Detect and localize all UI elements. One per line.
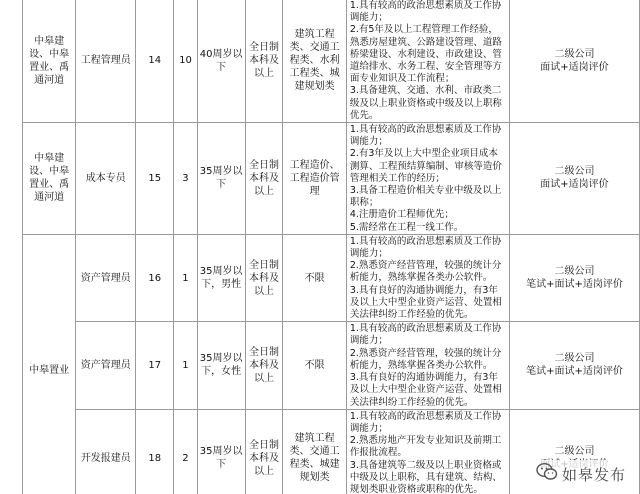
position-cell: 资产管理员 (76, 234, 136, 321)
method-cell: 二级公司 笔试+面试+适岗评价 (509, 234, 639, 321)
recruitment-table (22, 0, 640, 494)
table-row (23, 322, 640, 409)
table-row (23, 234, 640, 321)
age-cell: 35周岁以下 (197, 409, 245, 494)
code-cell: 18 (136, 409, 174, 494)
requirement-line: 5.需经常在工程一线工作。 (349, 221, 464, 233)
education-cell: 全日制本科及以上 (245, 123, 283, 235)
age-cell: 40周岁以下 (197, 0, 245, 123)
education-cell: 全日制本科及以上 (245, 322, 283, 409)
code-cell: 17 (136, 322, 174, 409)
major-cell: 建筑工程类、交通工程类、水利工程类、城建规划类 (283, 0, 346, 123)
method-cell: 二级公司 (509, 409, 639, 494)
requirement-line: 3.具备工程造价相关专业中级及以上职称； (349, 185, 502, 209)
requirement-line: 1.具有较高的政治思想素质及工作协调能力； (349, 410, 502, 434)
count-cell: 1 (174, 322, 197, 409)
requirement-line: 4.注册造价工程师优先； (349, 209, 454, 221)
requirement-line: 3.具有良好的沟通协调能力，有3年及以上大中型企业资产运营、处置相关法律纠纷工作经验的优先。 (349, 372, 502, 408)
age-cell: 35周岁以下，男性 (197, 234, 245, 321)
requirement-line: 1.具有较高的政治思想素质及工作协调能力； (349, 235, 502, 260)
requirements-cell (346, 234, 509, 321)
watermark-text: 如皋发布 (561, 465, 626, 484)
requirements-cell (346, 0, 509, 123)
wechat-icon (536, 462, 558, 486)
code-cell: 16 (136, 234, 174, 321)
requirement-line: 1.具有较高的政治思想素质及工作协调能力； (349, 124, 502, 148)
major-cell: 不限 (283, 322, 346, 409)
sheet-margin (0, 0, 22, 494)
count-cell: 2 (174, 409, 197, 494)
method-cell: 二级公司 笔试+面试+适岗评价 (509, 322, 639, 409)
unit-cell: 中皋建设、中皋置业、禹通河道 (23, 0, 76, 123)
watermark (532, 460, 630, 488)
requirements-cell (346, 123, 509, 235)
age-cell: 35周岁以下，女性 (197, 322, 245, 409)
position-cell: 开发报建员 (76, 409, 136, 494)
major-cell: 不限 (283, 234, 346, 321)
method-cell: 二级公司 面试+适岗评价 (509, 123, 639, 235)
position-cell: 资产管理员 (76, 322, 136, 409)
major-cell: 建筑工程类、交通工程类、城建规划类 (283, 409, 346, 494)
count-cell: 10 (174, 0, 197, 123)
requirement-line: 3.具备建筑等二级及以上职业资格或中级及以上职称，具有建筑、结构、规划类职业资格或职称的优先。 (349, 459, 502, 494)
code-cell: 15 (136, 123, 174, 235)
count-cell: 1 (174, 234, 197, 321)
requirement-line: 1.具有较高的政治思想素质及工作协调能力； (349, 323, 502, 347)
education-cell: 全日制本科及以上 (245, 0, 283, 123)
requirement-line: 2.熟悉资产经营管理，较强的统计分析能力，熟练掌握各类办公软件。 (349, 347, 502, 371)
requirement-line: 2.有3年及以上大中型企业项目成本测算、工程预结算编制、审核等造价管理相关工作的经历； (349, 148, 502, 184)
education-cell: 全日制本科及以上 (245, 234, 283, 321)
requirement-line: 2.熟悉资产经营管理，较强的统计分析能力，熟练掌握各类办公软件。 (349, 260, 502, 284)
method-cell: 二级公司 面试+适岗评价 (509, 0, 639, 123)
major-cell: 工程造价、工程造价管理 (283, 123, 346, 235)
requirement-line: 1.具有较高的政治思想素质及工作协调能力； (349, 0, 502, 24)
unit-cell: 中皋置业 (23, 234, 76, 494)
position-cell: 成本专员 (76, 123, 136, 235)
requirements-cell (346, 322, 509, 409)
table-row (23, 0, 640, 123)
requirement-line: 2.熟悉房地产开发专业知识及前期工作报批流程。 (349, 435, 502, 459)
requirement-line: 3.具有良好的沟通协调能力，有3年及以上大中型企业资产运营、处置相关法律纠纷工作经验的优先。 (349, 284, 502, 321)
unit-cell: 中皋建设、中皋置业、禹通河道 (23, 123, 76, 235)
requirement-line: 3.具备建筑、交通、水利、市政类二级及以上职业资格或中级及以上职称优先。 (349, 85, 502, 121)
code-cell: 14 (136, 0, 174, 123)
education-cell: 全日制本科及以上 (245, 409, 283, 494)
requirement-line: 2.有5年及以上工程管理工作经验，熟悉房屋建筑、公路建设管理、道路桥梁建设、水利建设、市政建设、管道给排水、水务工程、安全管理等方面专业知识及工作流程； (349, 24, 502, 85)
requirements-cell (346, 409, 509, 494)
table-row (23, 123, 640, 235)
count-cell: 3 (174, 123, 197, 235)
age-cell: 35周岁以下 (197, 123, 245, 235)
position-cell: 工程管理员 (76, 0, 136, 123)
